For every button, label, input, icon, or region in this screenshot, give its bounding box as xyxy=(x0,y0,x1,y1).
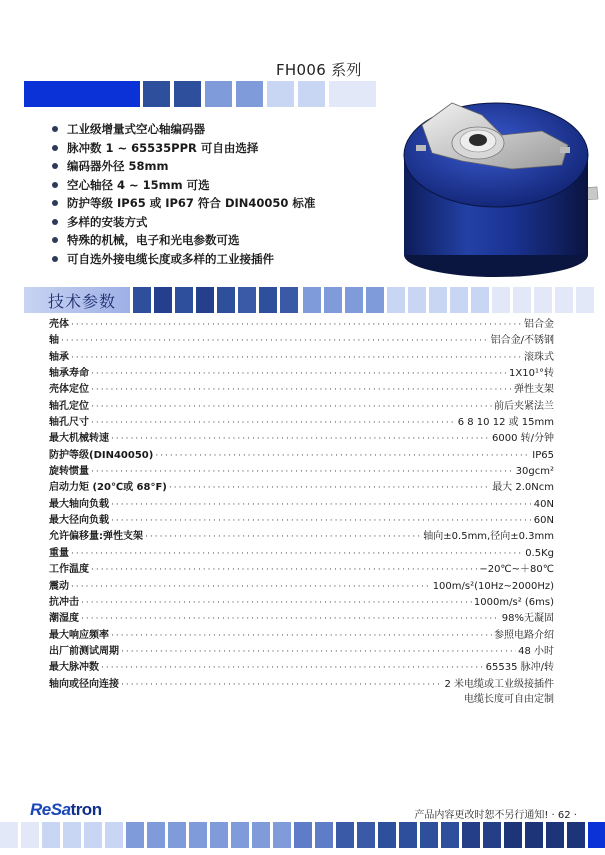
spec-value: 2 米电缆或工业级接插件 xyxy=(444,678,554,690)
decor-block xyxy=(63,822,81,848)
decor-block xyxy=(420,822,438,848)
spec-leader-dots xyxy=(121,677,442,693)
spec-key: 轴向或径向连接 xyxy=(49,678,119,690)
spec-value: 100m/s²(10Hz~2000Hz) xyxy=(432,580,554,592)
spec-key: 壳体定位 xyxy=(49,384,89,396)
decor-block xyxy=(210,822,228,848)
decor-block xyxy=(525,822,543,848)
decor-block xyxy=(267,81,294,107)
spec-key: 潮湿度 xyxy=(49,613,79,625)
spec-key: 旋转惯量 xyxy=(49,466,89,478)
spec-value: 最大 2.0Ncm xyxy=(492,482,554,494)
decor-block xyxy=(133,287,151,313)
spec-leader-dots xyxy=(71,317,522,333)
decor-block xyxy=(315,822,333,848)
decor-block xyxy=(441,822,459,848)
spec-row xyxy=(49,513,554,529)
spec-key: 工作温度 xyxy=(49,564,89,576)
decor-block xyxy=(196,287,214,313)
spec-leader-dots xyxy=(91,366,507,382)
section-title: 技术参数 xyxy=(48,292,117,311)
spec-key: 轴孔尺寸 xyxy=(49,417,89,429)
spec-value: 98%无凝固 xyxy=(501,613,554,625)
decor-block xyxy=(492,287,510,313)
encoder-product-image xyxy=(392,95,600,285)
feature-item: 多样的安装方式 xyxy=(52,213,315,232)
spec-key: 重量 xyxy=(49,547,69,559)
spec-value: 弹性支架 xyxy=(514,384,554,396)
spec-row xyxy=(49,644,554,660)
spec-leader-dots xyxy=(111,431,490,447)
spec-key: 最大机械转速 xyxy=(49,433,109,445)
feature-item: 空心轴径 4 ~ 15mm 可选 xyxy=(52,176,315,195)
decor-block xyxy=(236,81,263,107)
decor-block xyxy=(154,287,172,313)
spec-leader-dots xyxy=(91,562,477,578)
spec-value: 滚珠式 xyxy=(524,351,554,363)
decor-block xyxy=(205,81,232,107)
spec-row xyxy=(49,366,554,382)
spec-key: 壳体 xyxy=(49,319,69,330)
decor-block xyxy=(324,287,342,313)
spec-leader-dots xyxy=(111,628,492,644)
spec-key: 最大轴向负载 xyxy=(49,498,109,510)
spec-value: 40N xyxy=(533,498,554,510)
decor-block xyxy=(576,287,594,313)
spec-leader-dots xyxy=(71,546,523,562)
decor-block xyxy=(259,287,277,313)
decor-block xyxy=(483,822,501,848)
decor-block xyxy=(84,822,102,848)
feature-list xyxy=(52,120,315,268)
spec-key: 防护等级(DIN40050) xyxy=(49,449,154,461)
spec-table xyxy=(49,317,554,693)
decor-block xyxy=(189,822,207,848)
decor-block xyxy=(105,822,123,848)
spec-value: IP65 xyxy=(532,449,554,461)
spec-key: 出厂前测试周期 xyxy=(49,645,119,657)
spec-row xyxy=(49,350,554,366)
spec-leader-dots xyxy=(71,350,522,366)
decor-block xyxy=(336,822,354,848)
decor-block xyxy=(126,822,144,848)
spec-key: 最大径向负载 xyxy=(49,515,109,527)
decor-block xyxy=(408,287,426,313)
decor-block xyxy=(546,822,564,848)
spec-key: 抗冲击 xyxy=(49,596,79,608)
decor-block xyxy=(21,822,39,848)
spec-row xyxy=(49,562,554,578)
spec-leader-dots xyxy=(71,579,431,595)
spec-row xyxy=(49,628,554,644)
header-accent-bar xyxy=(24,81,140,107)
spec-row xyxy=(49,448,554,464)
resatron-logo: ReSatron xyxy=(30,800,102,819)
spec-leader-dots xyxy=(81,595,472,611)
spec-leader-dots xyxy=(169,480,490,496)
feature-item: 编码器外径 58mm xyxy=(52,157,315,176)
spec-leader-dots xyxy=(101,660,484,676)
spec-row xyxy=(49,611,554,627)
decor-block xyxy=(399,822,417,848)
decor-block xyxy=(534,287,552,313)
feature-item: 脉冲数 1 ~ 65535PPR 可自由选择 xyxy=(52,139,315,158)
decor-block xyxy=(231,822,249,848)
spec-value: 铝合金/不锈钢 xyxy=(490,335,554,347)
spec-value: 参照电路介绍 xyxy=(494,629,554,641)
spec-note: 电缆长度可自由定制 xyxy=(464,694,554,705)
spec-key: 轴承 xyxy=(49,351,69,363)
spec-value: −20℃~＋80℃ xyxy=(479,564,554,576)
spec-row xyxy=(49,579,554,595)
decor-block xyxy=(175,287,193,313)
spec-row xyxy=(49,317,554,333)
spec-row xyxy=(49,382,554,398)
decor-block xyxy=(450,287,468,313)
spec-leader-dots xyxy=(61,333,489,349)
decor-block xyxy=(273,822,291,848)
decor-block xyxy=(357,822,375,848)
decor-block xyxy=(168,822,186,848)
decor-block xyxy=(588,822,605,848)
spec-row xyxy=(49,333,554,349)
decor-block xyxy=(471,287,489,313)
spec-key: 轴孔定位 xyxy=(49,400,89,412)
feature-item: 特殊的机械，电子和光电参数可选 xyxy=(52,231,315,250)
decor-block xyxy=(252,822,270,848)
spec-leader-dots xyxy=(145,529,421,545)
spec-row xyxy=(49,595,554,611)
spec-key: 震动 xyxy=(49,580,69,592)
decor-block xyxy=(429,287,447,313)
spec-key: 轴承寿命 xyxy=(49,368,89,380)
spec-value: 60N xyxy=(533,515,554,527)
spec-value: 轴向±0.5mm,径向±0.3mm xyxy=(423,531,554,543)
decor-block xyxy=(387,287,405,313)
decor-block xyxy=(504,822,522,848)
spec-value: 前后夹紧法兰 xyxy=(494,400,554,412)
spec-value: 0.5Kg xyxy=(525,547,554,559)
decor-block xyxy=(567,822,585,848)
decor-block xyxy=(513,287,531,313)
decor-block xyxy=(378,822,396,848)
spec-value: 6 8 10 12 或 15mm xyxy=(457,417,554,429)
decor-block xyxy=(217,287,235,313)
decor-block xyxy=(345,287,363,313)
spec-value: 1X10¹°转 xyxy=(509,368,554,380)
spec-key: 最大脉冲数 xyxy=(49,662,99,674)
spec-key: 允许偏移量:弹性支架 xyxy=(49,531,143,543)
spec-value: 65535 脉冲/转 xyxy=(485,662,554,674)
spec-leader-dots xyxy=(111,513,532,529)
spec-row xyxy=(49,480,554,496)
decor-block xyxy=(298,81,325,107)
footer-block-strip xyxy=(0,822,605,848)
decor-block xyxy=(462,822,480,848)
spec-leader-dots xyxy=(81,611,500,627)
decor-block xyxy=(280,287,298,313)
spec-leader-dots xyxy=(91,415,456,431)
spec-value: 30gcm² xyxy=(515,466,554,478)
decor-block xyxy=(238,287,256,313)
page-title: FH006 系列 xyxy=(276,61,362,79)
spec-row xyxy=(49,431,554,447)
spec-row xyxy=(49,464,554,480)
spec-leader-dots xyxy=(91,464,514,480)
spec-row xyxy=(49,660,554,676)
spec-key: 最大响应频率 xyxy=(49,629,109,641)
decor-block xyxy=(366,287,384,313)
spec-key: 启动力矩 (20℃或 68°F) xyxy=(49,482,167,494)
spec-row xyxy=(49,497,554,513)
spec-row xyxy=(49,546,554,562)
feature-item: 可自选外接电缆长度或多样的工业接插件 xyxy=(52,250,315,269)
decor-block xyxy=(0,822,18,848)
spec-row xyxy=(49,415,554,431)
spec-leader-dots xyxy=(91,399,492,415)
decor-block xyxy=(147,822,165,848)
decor-block xyxy=(143,81,170,107)
footer-note: 产品内容更改时恕不另行通知! · 62 · xyxy=(414,810,577,821)
spec-key: 轴 xyxy=(49,335,59,347)
decor-block xyxy=(294,822,312,848)
spec-value: 铝合金 xyxy=(524,319,554,330)
decor-block xyxy=(555,287,573,313)
decor-block xyxy=(303,287,321,313)
feature-item: 防护等级 IP65 或 IP67 符合 DIN40050 标准 xyxy=(52,194,315,213)
spec-leader-dots xyxy=(155,448,530,464)
spec-value: 6000 转/分钟 xyxy=(492,433,554,445)
decor-block xyxy=(352,81,376,107)
spec-leader-dots xyxy=(111,497,532,513)
spec-leader-dots xyxy=(121,644,516,660)
decor-block xyxy=(174,81,201,107)
spec-row xyxy=(49,529,554,545)
spec-value: 48 小时 xyxy=(518,645,554,657)
spec-value: 1000m/s² (6ms) xyxy=(473,596,554,608)
feature-item: 工业级增量式空心轴编码器 xyxy=(52,120,315,139)
spec-leader-dots xyxy=(91,382,512,398)
decor-block xyxy=(42,822,60,848)
spec-row xyxy=(49,399,554,415)
